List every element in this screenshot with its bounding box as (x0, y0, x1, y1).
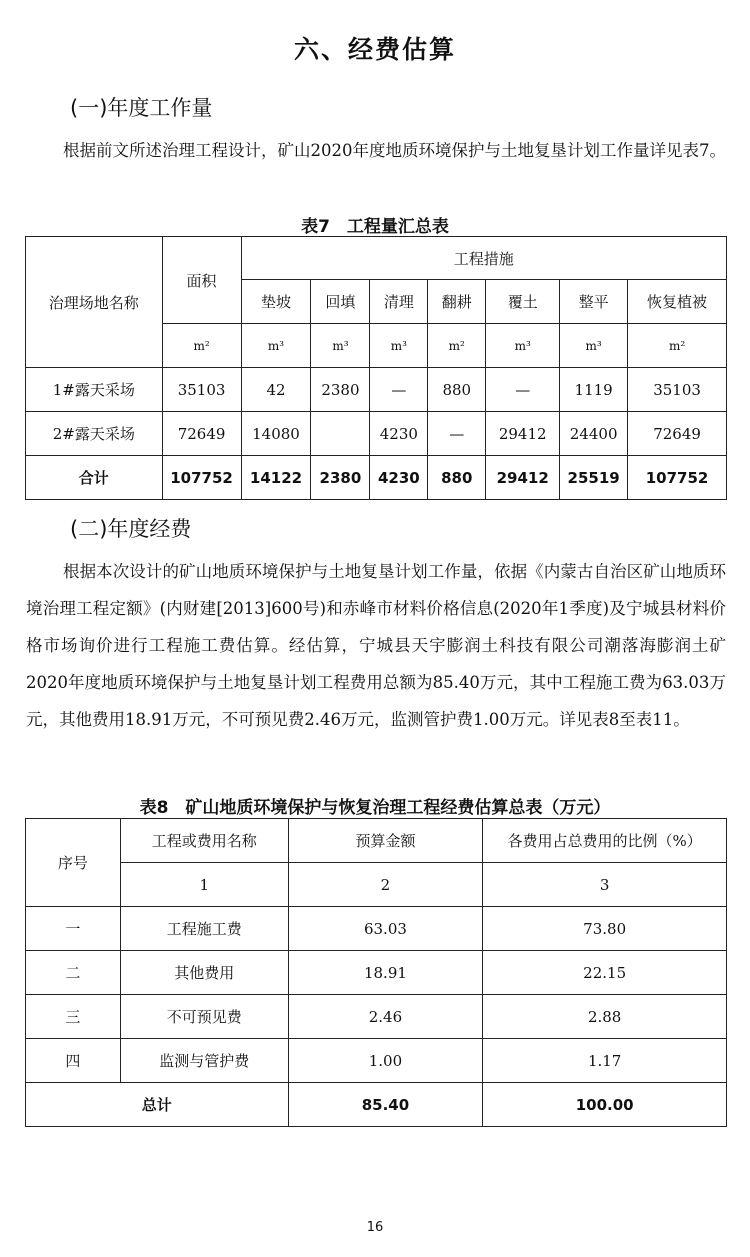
table-row (26, 1039, 727, 1083)
table8-total-row (26, 1083, 727, 1127)
table8-cell-ratio: 1.17 (483, 1039, 727, 1083)
table8-cell-ratio: 22.15 (483, 951, 727, 995)
table7-cell: 35103 (162, 368, 241, 412)
table7-unit: m² (428, 324, 486, 368)
table8-total-budget: 85.40 (288, 1083, 483, 1127)
table7-cell: 14080 (241, 412, 311, 456)
table7-cell-site: 2#露天采场 (26, 412, 163, 456)
table8-index: 2 (288, 863, 483, 907)
table8-cell-ratio: 2.88 (483, 995, 727, 1039)
table7 (25, 236, 727, 500)
table7-cell: — (428, 412, 486, 456)
table-row (26, 412, 727, 456)
table7-unit: m³ (370, 324, 428, 368)
table8-header-name: 工程或费用名称 (120, 819, 288, 863)
subsection-title-budget: (二)年度经费 (70, 517, 192, 541)
table7-cell: 2380 (311, 368, 370, 412)
table7-measure: 垫坡 (241, 280, 311, 324)
table7-unit: m² (162, 324, 241, 368)
table8-cell-ratio: 73.80 (483, 907, 727, 951)
table8-cell-no: 二 (26, 951, 121, 995)
table7-total-cell: 107752 (628, 456, 727, 500)
table-row (26, 995, 727, 1039)
table7-total-row (26, 456, 727, 500)
table7-cell: 42 (241, 368, 311, 412)
table7-caption: 表7 工程量汇总表 (301, 217, 449, 237)
table7-cell: 29412 (486, 412, 560, 456)
page-number: 16 (366, 1220, 384, 1235)
table8-cell-budget: 1.00 (288, 1039, 483, 1083)
subsection-title-workload: (一)年度工作量 (70, 96, 213, 120)
table8-cell-budget: 63.03 (288, 907, 483, 951)
table-row (26, 907, 727, 951)
table8-cell-name: 监测与管护费 (120, 1039, 288, 1083)
table8-header-budget: 预算金额 (288, 819, 483, 863)
table7-cell: 72649 (162, 412, 241, 456)
table7-total-label: 合计 (26, 456, 163, 500)
table7-cell: 4230 (370, 412, 428, 456)
table7-cell: — (370, 368, 428, 412)
table7-cell: 1119 (560, 368, 628, 412)
table7-total-cell: 4230 (370, 456, 428, 500)
paragraph-budget (26, 553, 726, 738)
table8-cell-name: 其他费用 (120, 951, 288, 995)
table7-unit: m³ (486, 324, 560, 368)
table7-header-site: 治理场地名称 (26, 237, 163, 368)
table8-total-label: 总计 (26, 1083, 289, 1127)
table7-measure: 回填 (311, 280, 370, 324)
table7-total-cell: 880 (428, 456, 486, 500)
table7-cell-site: 1#露天采场 (26, 368, 163, 412)
section-title: 六、经费估算 (293, 35, 456, 64)
table8-cell-budget: 2.46 (288, 995, 483, 1039)
table7-total-cell: 107752 (162, 456, 241, 500)
table8-cell-name: 工程施工费 (120, 907, 288, 951)
table7-cell: 72649 (628, 412, 727, 456)
table7-total-cell: 29412 (486, 456, 560, 500)
table8-header-ratio: 各费用占总费用的比例（%） (483, 819, 727, 863)
table7-measure: 覆土 (486, 280, 560, 324)
table7-cell: 880 (428, 368, 486, 412)
table7-cell (311, 412, 370, 456)
table7-total-cell: 14122 (241, 456, 311, 500)
table8-cell-no: 三 (26, 995, 121, 1039)
table7-header-measures: 工程措施 (241, 237, 726, 280)
paragraph-workload-text: 根据前文所述治理工程设计，矿山2020年度地质环境保护与土地复垦计划工作量详见表7。 (63, 141, 726, 160)
table8-total-ratio: 100.00 (483, 1083, 727, 1127)
table8-cell-no: 一 (26, 907, 121, 951)
table8-index: 1 (120, 863, 288, 907)
table7-unit: m³ (560, 324, 628, 368)
table7-cell: 24400 (560, 412, 628, 456)
table7-header-area: 面积 (162, 237, 241, 324)
table8-cell-no: 四 (26, 1039, 121, 1083)
table8 (25, 818, 727, 1127)
table7-unit: m² (628, 324, 727, 368)
table8-header-no: 序号 (26, 819, 121, 907)
table8-caption: 表8 矿山地质环境保护与恢复治理工程经费估算总表（万元） (139, 798, 611, 818)
table7-measure: 整平 (560, 280, 628, 324)
table-row (26, 951, 727, 995)
table7-cell: — (486, 368, 560, 412)
table7-measure: 清理 (370, 280, 428, 324)
table-row (26, 368, 727, 412)
table7-unit: m³ (311, 324, 370, 368)
table8-index: 3 (483, 863, 727, 907)
paragraph-workload (26, 132, 726, 169)
table7-cell: 35103 (628, 368, 727, 412)
table7-measure: 翻耕 (428, 280, 486, 324)
table8-cell-budget: 18.91 (288, 951, 483, 995)
paragraph-budget-text: 根据本次设计的矿山地质环境保护与土地复垦计划工作量，依据《内蒙古自治区矿山地质环境治理工程定额》(内财建[2013]600号)和赤峰市材料价格信息(2020年1季度)及宁城县材料价格市场询价进行工程施工费估算。经估算，宁城县天宇膨润土科技有限公司潮落海膨润土矿2020年度地质环境保护与土地复垦计划工程费用总额为85.40万元，其中工程施工费为63.03万元，其他费用18.91万元，不可预见费2.46万元，监测管护费1.00万元。详见表8至表11。 (26, 562, 726, 729)
table7-total-cell: 25519 (560, 456, 628, 500)
table8-cell-name: 不可预见费 (120, 995, 288, 1039)
table7-measure: 恢复植被 (628, 280, 727, 324)
table7-unit: m³ (241, 324, 311, 368)
table7-total-cell: 2380 (311, 456, 370, 500)
